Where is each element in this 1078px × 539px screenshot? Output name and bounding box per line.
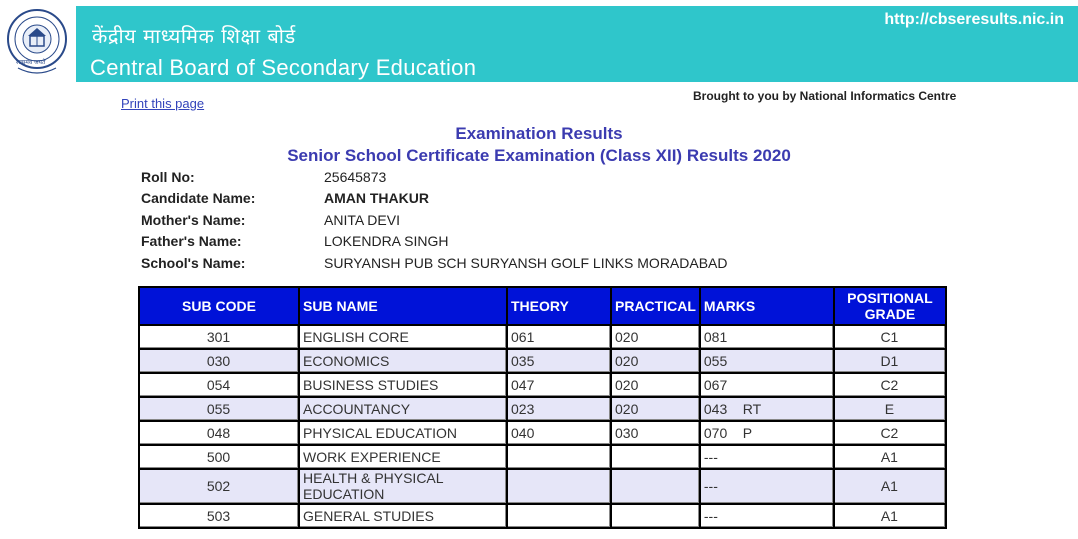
- school-name-value: SURYANSH PUB SCH SURYANSH GOLF LINKS MORADABAD: [324, 254, 728, 271]
- board-title-english: Central Board of Secondary Education: [90, 55, 477, 80]
- table-header-row: [140, 288, 945, 324]
- marks-cell: 067: [701, 374, 833, 396]
- table-row: [140, 374, 945, 396]
- school-name-row: [141, 253, 728, 274]
- col-header-sub-name: SUB NAME: [300, 288, 506, 324]
- logo-caption: सत्यमेव जयते: [16, 59, 46, 66]
- sub-name-cell: BUSINESS STUDIES: [300, 374, 506, 396]
- marks-cell: 070 P: [701, 422, 833, 444]
- header-band: [76, 6, 1078, 82]
- mother-name-label: Mother's Name:: [141, 211, 246, 228]
- candidate-name-label: Candidate Name:: [141, 190, 256, 207]
- theory-cell: 061: [508, 326, 610, 348]
- father-name-label: Father's Name:: [141, 233, 242, 250]
- roll-label: Roll No:: [141, 169, 195, 185]
- theory-cell: [508, 446, 610, 468]
- practical-cell: 020: [612, 374, 699, 396]
- father-name-value: LOKENDRA SINGH: [324, 233, 449, 250]
- col-header-theory: THEORY: [508, 288, 610, 324]
- grade-cell: C2: [835, 422, 945, 444]
- sub-name-cell: WORK EXPERIENCE: [300, 446, 506, 468]
- theory-cell: 035: [508, 350, 610, 372]
- board-title-hindi: केंद्रीय माध्यमिक शिक्षा बोर्ड: [92, 24, 296, 48]
- page-title: Examination Results: [455, 124, 623, 143]
- theory-cell: 047: [508, 374, 610, 396]
- practical-cell: [612, 470, 699, 503]
- sub-name-cell: HEALTH & PHYSICAL EDUCATION: [300, 470, 506, 503]
- practical-cell: 020: [612, 398, 699, 420]
- father-name-row: [141, 231, 728, 252]
- grade-cell: C2: [835, 374, 945, 396]
- table-row: [140, 326, 945, 348]
- col-header-positional-grade: POSITIONAL GRADE: [835, 288, 945, 324]
- practical-cell: 030: [612, 422, 699, 444]
- marks-cell: 043 RT: [701, 398, 833, 420]
- sub-name-cell: ACCOUNTANCY: [300, 398, 506, 420]
- mother-name-value: ANITA DEVI: [324, 211, 400, 228]
- col-header-practical: PRACTICAL: [612, 288, 699, 324]
- table-row: [140, 505, 945, 527]
- practical-cell: [612, 505, 699, 527]
- cbse-emblem-icon: [6, 6, 68, 80]
- table-row: [140, 398, 945, 420]
- grade-cell: E: [835, 398, 945, 420]
- marks-cell: 081: [701, 326, 833, 348]
- school-name-label: School's Name:: [141, 254, 246, 271]
- sub-code-cell: 030: [140, 350, 298, 372]
- candidate-name-row: [141, 188, 728, 209]
- sub-code-cell: 048: [140, 422, 298, 444]
- col-header-sub-code: SUB CODE: [140, 288, 298, 324]
- sub-code-cell: 054: [140, 374, 298, 396]
- sub-code-cell: 301: [140, 326, 298, 348]
- sub-code-cell: 503: [140, 505, 298, 527]
- col-header-marks: MARKS: [701, 288, 833, 324]
- marks-cell: ---: [701, 470, 833, 503]
- grade-cell: A1: [835, 446, 945, 468]
- theory-cell: 023: [508, 398, 610, 420]
- exam-title: Senior School Certificate Examination (Class XII) Results 2020: [287, 146, 791, 165]
- table-row: [140, 422, 945, 444]
- page-header: [0, 0, 1078, 84]
- marks-table: [138, 286, 947, 529]
- print-page-link[interactable]: Print this page: [121, 96, 205, 111]
- practical-cell: [612, 446, 699, 468]
- roll-row: [141, 167, 728, 188]
- theory-cell: 040: [508, 422, 610, 444]
- candidate-info: [141, 167, 728, 274]
- marks-cell: 055: [701, 350, 833, 372]
- sub-code-cell: 055: [140, 398, 298, 420]
- brought-by-text: Brought to you by National Informatics Centre: [693, 89, 957, 103]
- practical-cell: 020: [612, 350, 699, 372]
- candidate-name-value: AMAN THAKUR: [324, 190, 429, 207]
- theory-cell: [508, 505, 610, 527]
- sub-code-cell: 500: [140, 446, 298, 468]
- practical-cell: 020: [612, 326, 699, 348]
- table-row: [140, 446, 945, 468]
- table-row: [140, 470, 945, 503]
- theory-cell: [508, 470, 610, 503]
- grade-cell: A1: [835, 470, 945, 503]
- logo-container: [0, 2, 74, 82]
- marks-cell: ---: [701, 505, 833, 527]
- roll-value: 25645873: [324, 169, 387, 185]
- grade-cell: A1: [835, 505, 945, 527]
- sub-name-cell: ENGLISH CORE: [300, 326, 506, 348]
- sub-name-cell: PHYSICAL EDUCATION: [300, 422, 506, 444]
- sub-name-cell: GENERAL STUDIES: [300, 505, 506, 527]
- grade-cell: D1: [835, 350, 945, 372]
- table-row: [140, 350, 945, 372]
- grade-cell: C1: [835, 326, 945, 348]
- sub-name-cell: ECONOMICS: [300, 350, 506, 372]
- marks-cell: ---: [701, 446, 833, 468]
- sub-code-cell: 502: [140, 470, 298, 503]
- mother-name-row: [141, 210, 728, 231]
- site-url-link[interactable]: http://cbseresults.nic.in: [884, 11, 1064, 28]
